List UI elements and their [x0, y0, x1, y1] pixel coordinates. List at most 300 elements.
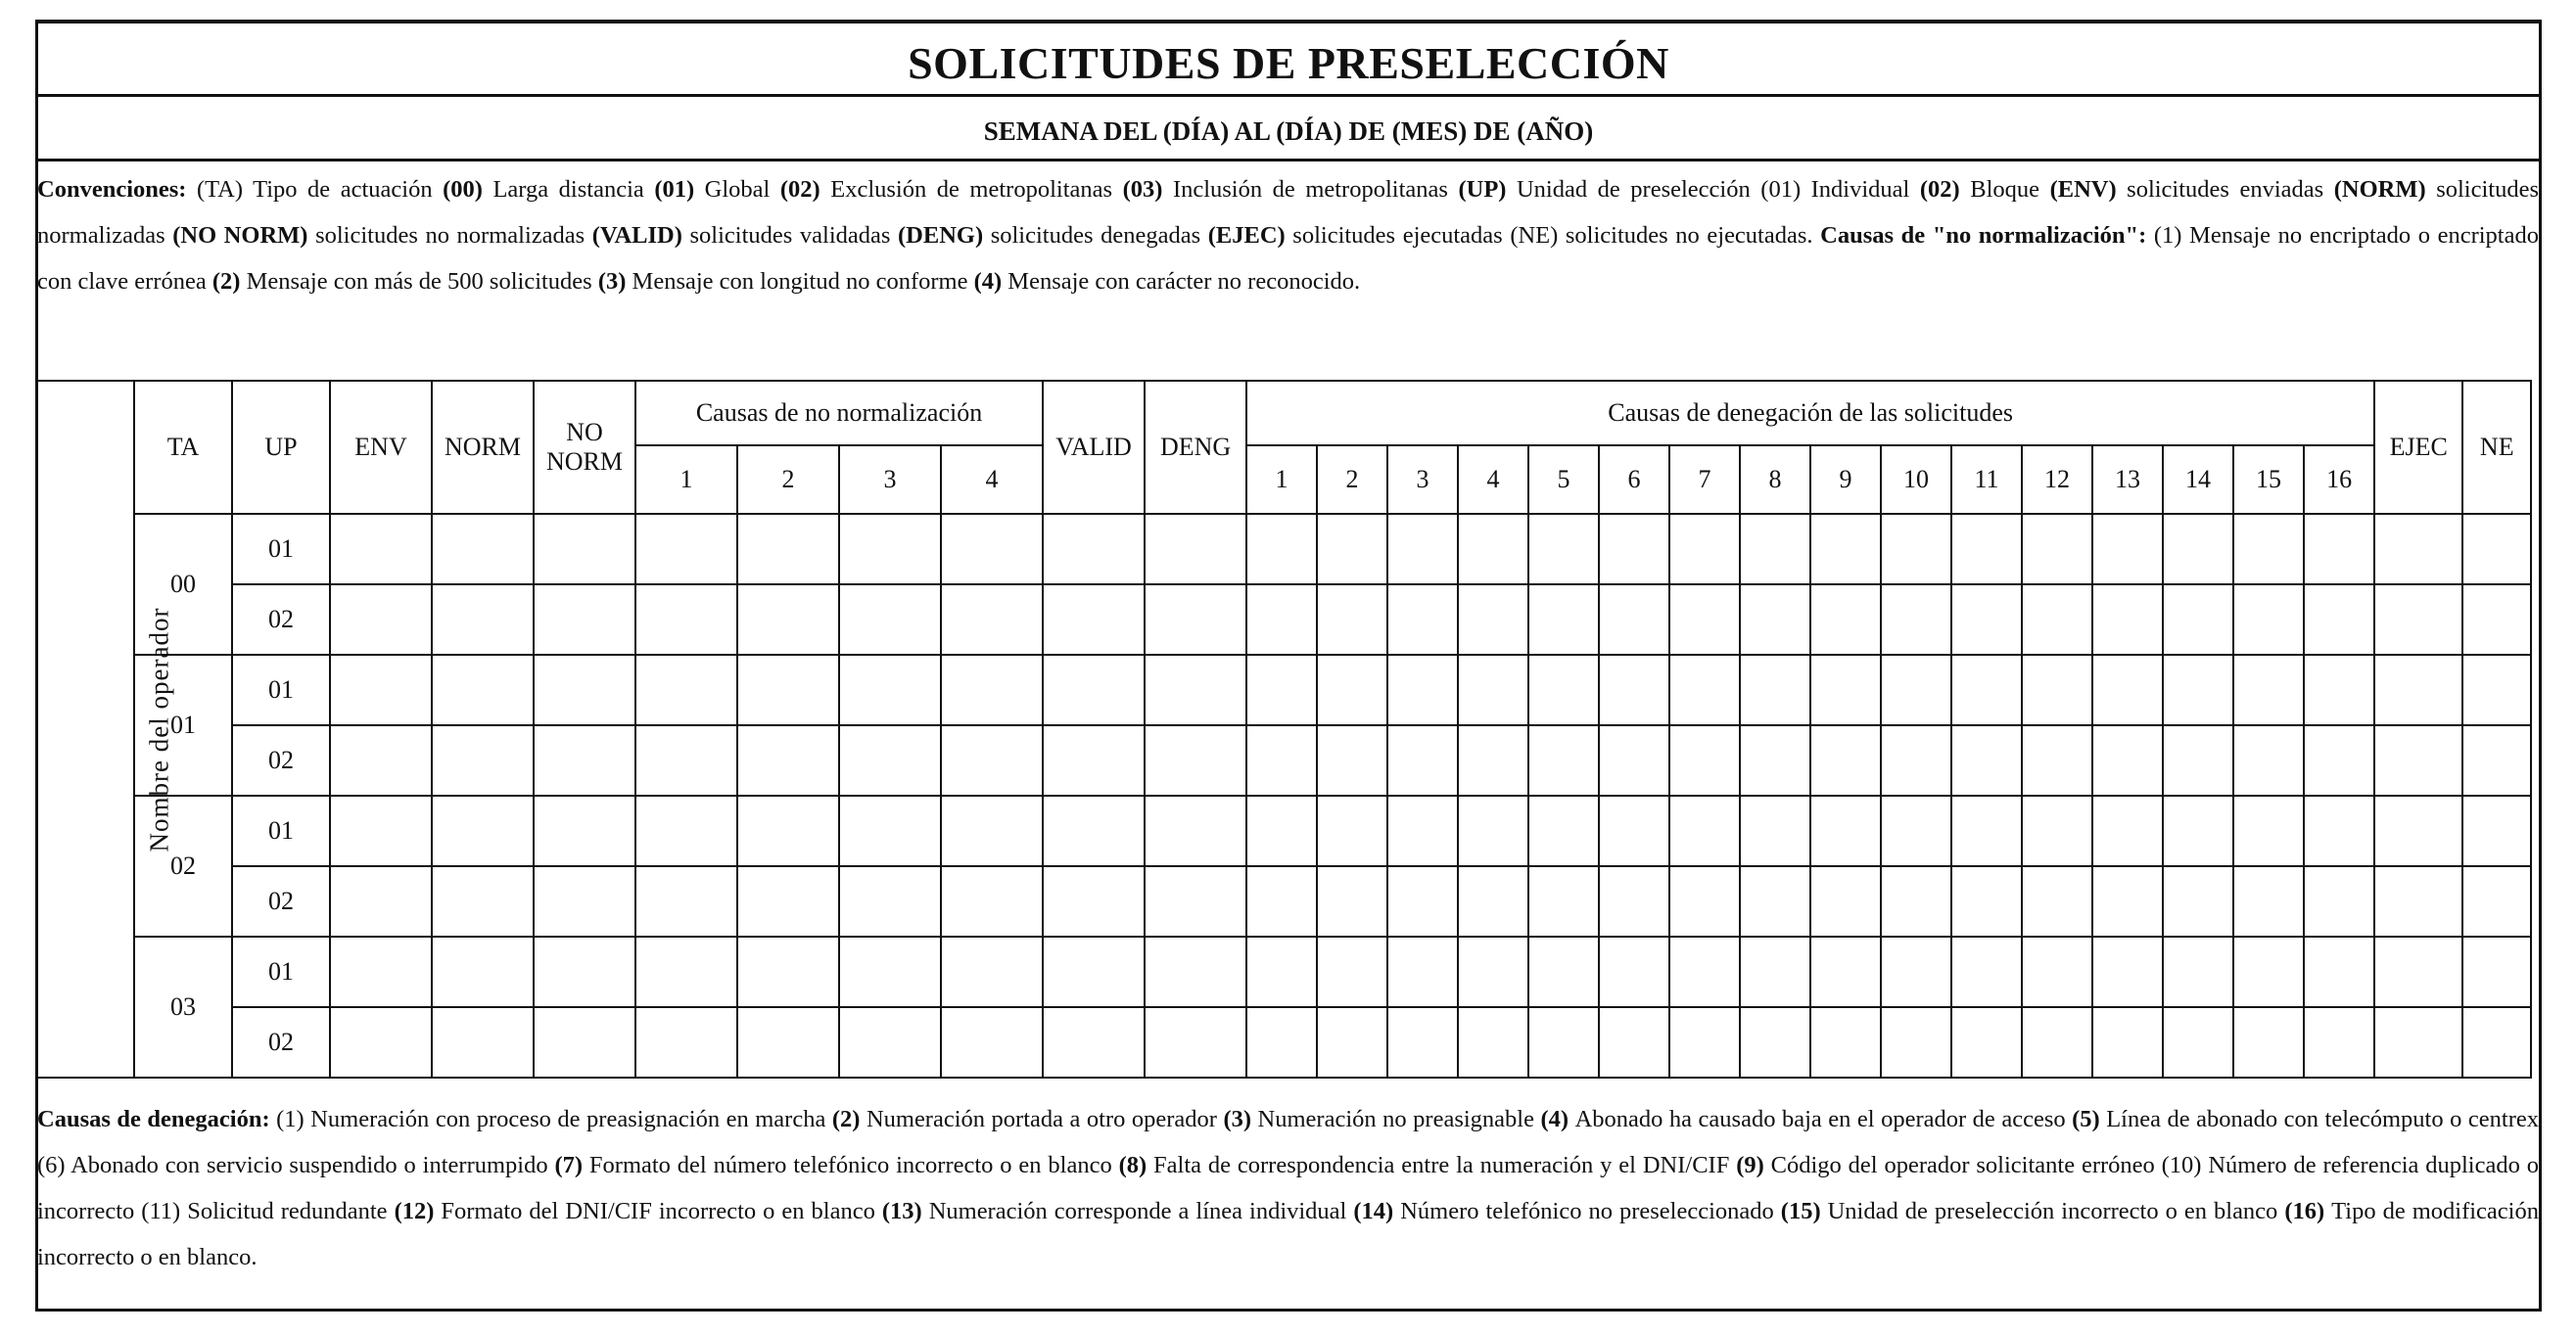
- data-entry-cell[interactable]: [941, 655, 1043, 725]
- data-entry-cell[interactable]: [2304, 937, 2374, 1007]
- data-entry-cell[interactable]: [1458, 796, 1528, 866]
- conventions-segment: (01): [654, 176, 705, 203]
- data-entry-cell[interactable]: [2163, 655, 2233, 725]
- data-entry-cell[interactable]: [534, 584, 635, 655]
- data-entry-cell[interactable]: [2092, 1007, 2163, 1078]
- data-entry-cell[interactable]: [1810, 514, 1881, 584]
- data-entry-cell[interactable]: [737, 584, 839, 655]
- data-entry-cell[interactable]: [1387, 725, 1458, 796]
- header-deneg-cause: 7: [1669, 445, 1740, 514]
- data-entry-cell[interactable]: [1810, 725, 1881, 796]
- data-entry-cell[interactable]: [1317, 866, 1387, 937]
- data-entry-cell[interactable]: [1387, 866, 1458, 937]
- denegation-segment: Código del operador solicitante erróneo (10) Número de referencia duplicado o incorrecto (11) Solicitud redundante: [37, 1152, 2539, 1224]
- data-entry-cell[interactable]: [1246, 584, 1317, 655]
- data-entry-cell[interactable]: [2374, 584, 2462, 655]
- data-entry-cell[interactable]: [330, 514, 432, 584]
- conventions-segment: Bloque: [1970, 176, 2050, 203]
- data-entry-cell[interactable]: [330, 796, 432, 866]
- data-entry-cell[interactable]: [330, 725, 432, 796]
- header-deneg-cause: 10: [1881, 445, 1951, 514]
- data-entry-cell[interactable]: [2304, 584, 2374, 655]
- data-entry-cell[interactable]: [432, 584, 534, 655]
- data-entry-cell[interactable]: [2233, 584, 2304, 655]
- data-entry-cell[interactable]: [2233, 796, 2304, 866]
- data-entry-cell[interactable]: [1740, 866, 1810, 937]
- data-entry-cell[interactable]: [635, 725, 737, 796]
- header-no-norm-cause: 4: [941, 445, 1043, 514]
- data-entry-cell[interactable]: [1669, 584, 1740, 655]
- data-entry-cell[interactable]: [1458, 584, 1528, 655]
- data-entry-cell[interactable]: [1740, 514, 1810, 584]
- data-entry-cell[interactable]: [2163, 725, 2233, 796]
- data-entry-cell[interactable]: [635, 937, 737, 1007]
- data-entry-cell[interactable]: [2462, 866, 2531, 937]
- data-entry-cell[interactable]: [432, 725, 534, 796]
- conventions-segment: (NE) solicitudes no ejecutadas.: [1510, 222, 1821, 249]
- data-entry-cell[interactable]: [2304, 514, 2374, 584]
- data-entry-cell[interactable]: [1740, 937, 1810, 1007]
- data-entry-cell[interactable]: [1246, 655, 1317, 725]
- data-entry-cell[interactable]: [941, 725, 1043, 796]
- data-entry-cell[interactable]: [941, 1007, 1043, 1078]
- data-entry-cell[interactable]: [2374, 655, 2462, 725]
- data-entry-cell[interactable]: [1669, 1007, 1740, 1078]
- denegation-segment: (4): [1540, 1106, 1575, 1132]
- data-entry-cell[interactable]: [2092, 514, 2163, 584]
- denegation-segment: Línea de abonado con telecómputo o centrex (6) Abonado con servicio suspendido o interrumpido: [37, 1106, 2539, 1178]
- data-entry-cell[interactable]: [2462, 725, 2531, 796]
- data-entry-cell[interactable]: [737, 1007, 839, 1078]
- data-entry-cell[interactable]: [1145, 796, 1246, 866]
- data-entry-cell[interactable]: [635, 796, 737, 866]
- data-entry-cell[interactable]: [1145, 655, 1246, 725]
- data-entry-cell[interactable]: [1810, 1007, 1881, 1078]
- data-entry-cell[interactable]: [1145, 1007, 1246, 1078]
- data-entry-cell[interactable]: [2022, 725, 2092, 796]
- up-code-cell: 01: [232, 796, 330, 866]
- data-entry-cell[interactable]: [1387, 655, 1458, 725]
- data-entry-cell[interactable]: [2304, 866, 2374, 937]
- data-entry-cell[interactable]: [1951, 796, 2022, 866]
- data-entry-cell[interactable]: [2462, 584, 2531, 655]
- data-entry-cell[interactable]: [1528, 584, 1599, 655]
- header-deneg-cause: 12: [2022, 445, 2092, 514]
- data-entry-cell[interactable]: [1881, 655, 1951, 725]
- data-entry-cell[interactable]: [1599, 866, 1669, 937]
- data-entry-cell[interactable]: [1951, 866, 2022, 937]
- conventions-segment: Mensaje con carácter no reconocido.: [1007, 268, 1361, 295]
- data-entry-cell[interactable]: [839, 1007, 941, 1078]
- data-entry-cell[interactable]: [2092, 584, 2163, 655]
- ta-code-cell: 03: [134, 937, 232, 1078]
- conventions-segment: (NO NORM): [172, 222, 316, 249]
- denegation-segment: Formato del número telefónico incorrecto o en blanco: [588, 1152, 1119, 1178]
- data-entry-cell[interactable]: [330, 866, 432, 937]
- conventions-segment: solicitudes denegadas: [990, 222, 1208, 249]
- data-entry-cell[interactable]: [1317, 584, 1387, 655]
- data-entry-cell[interactable]: [1810, 937, 1881, 1007]
- conventions-segment: (03): [1122, 176, 1173, 203]
- data-entry-cell[interactable]: [1246, 725, 1317, 796]
- header-deneg-cause: 15: [2233, 445, 2304, 514]
- conventions-segment: (01) Individual: [1760, 176, 1920, 203]
- data-entry-cell[interactable]: [1740, 725, 1810, 796]
- data-entry-cell[interactable]: [330, 655, 432, 725]
- data-entry-cell[interactable]: [2163, 937, 2233, 1007]
- operator-name-cell: [36, 381, 174, 1078]
- data-entry-cell[interactable]: [1669, 796, 1740, 866]
- data-entry-cell[interactable]: [1599, 584, 1669, 655]
- denegation-segment: (2): [831, 1106, 866, 1132]
- data-entry-cell[interactable]: [432, 1007, 534, 1078]
- data-entry-cell[interactable]: [1387, 584, 1458, 655]
- data-entry-cell[interactable]: [1145, 725, 1246, 796]
- data-entry-cell[interactable]: [2092, 725, 2163, 796]
- conventions-segment: Larga distancia: [492, 176, 655, 203]
- denegation-segment: (9): [1736, 1152, 1771, 1178]
- right-rule-top: [2539, 20, 2542, 1312]
- data-entry-cell[interactable]: [1317, 937, 1387, 1007]
- week-line: SEMANA DEL (DÍA) AL (DÍA) DE (MES) DE (AÑO): [983, 116, 1594, 146]
- header-no-norm-cause: 2: [737, 445, 839, 514]
- data-entry-cell[interactable]: [1043, 514, 1145, 584]
- data-entry-cell[interactable]: [2092, 796, 2163, 866]
- data-entry-cell[interactable]: [2022, 655, 2092, 725]
- data-entry-cell[interactable]: [534, 866, 635, 937]
- data-entry-cell[interactable]: [1043, 866, 1145, 937]
- data-entry-cell[interactable]: [2374, 937, 2462, 1007]
- conventions-segment: (02): [779, 176, 831, 203]
- data-entry-cell[interactable]: [1740, 584, 1810, 655]
- data-entry-cell[interactable]: [1145, 514, 1246, 584]
- data-entry-cell[interactable]: [839, 725, 941, 796]
- data-entry-cell[interactable]: [2304, 725, 2374, 796]
- conventions-segment: Unidad de preselección: [1516, 176, 1761, 203]
- data-entry-cell[interactable]: [1740, 655, 1810, 725]
- data-entry-cell[interactable]: [1387, 514, 1458, 584]
- data-entry-cell[interactable]: [1043, 725, 1145, 796]
- header-deneg-cause: 1: [1246, 445, 1317, 514]
- header-deng: DENG: [1145, 381, 1246, 514]
- data-entry-cell[interactable]: [1043, 937, 1145, 1007]
- data-entry-cell[interactable]: [1810, 866, 1881, 937]
- data-entry-cell[interactable]: [2462, 1007, 2531, 1078]
- data-entry-cell[interactable]: [1387, 796, 1458, 866]
- data-entry-cell[interactable]: [1317, 796, 1387, 866]
- data-entry-cell[interactable]: [839, 796, 941, 866]
- data-entry-cell[interactable]: [2022, 866, 2092, 937]
- header-ta: TA: [134, 381, 232, 514]
- data-entry-cell[interactable]: [2163, 796, 2233, 866]
- data-entry-cell[interactable]: [2163, 866, 2233, 937]
- data-entry-cell[interactable]: [2374, 725, 2462, 796]
- data-entry-cell[interactable]: [737, 796, 839, 866]
- header-ne: NE: [2462, 381, 2531, 514]
- data-entry-cell[interactable]: [737, 514, 839, 584]
- data-entry-cell[interactable]: [2092, 937, 2163, 1007]
- data-entry-cell[interactable]: [534, 655, 635, 725]
- conventions-segment: (EJEC): [1207, 222, 1293, 249]
- data-entry-cell[interactable]: [432, 514, 534, 584]
- data-entry-cell[interactable]: [2233, 866, 2304, 937]
- data-entry-cell[interactable]: [2374, 514, 2462, 584]
- data-entry-cell[interactable]: [534, 1007, 635, 1078]
- data-entry-cell[interactable]: [2233, 655, 2304, 725]
- data-entry-cell[interactable]: [1599, 655, 1669, 725]
- data-entry-cell[interactable]: [1528, 866, 1599, 937]
- data-entry-cell[interactable]: [1599, 514, 1669, 584]
- denegation-causes-text: [37, 1096, 2539, 1302]
- data-entry-cell[interactable]: [2022, 937, 2092, 1007]
- header-no-norm-cause: 1: [635, 445, 737, 514]
- data-entry-cell[interactable]: [2022, 796, 2092, 866]
- data-entry-cell[interactable]: [1599, 1007, 1669, 1078]
- data-entry-cell[interactable]: [1669, 655, 1740, 725]
- data-entry-cell[interactable]: [534, 937, 635, 1007]
- conventions-segment: Exclusión de metropolitanas: [830, 176, 1123, 203]
- data-entry-cell[interactable]: [1246, 937, 1317, 1007]
- data-entry-cell[interactable]: [1881, 514, 1951, 584]
- data-entry-cell[interactable]: [1528, 796, 1599, 866]
- data-entry-cell[interactable]: [330, 937, 432, 1007]
- data-entry-cell[interactable]: [534, 514, 635, 584]
- header-no-norm: [534, 381, 635, 514]
- data-entry-cell[interactable]: [1528, 937, 1599, 1007]
- data-entry-cell[interactable]: [839, 655, 941, 725]
- table-row: [36, 584, 2531, 655]
- data-entry-cell[interactable]: [635, 514, 737, 584]
- denegation-segment: (7): [554, 1152, 589, 1178]
- data-entry-cell[interactable]: [1669, 514, 1740, 584]
- data-entry-cell[interactable]: [1881, 796, 1951, 866]
- conventions-segment: solicitudes validadas: [689, 222, 899, 249]
- data-entry-cell[interactable]: [1317, 725, 1387, 796]
- data-entry-cell[interactable]: [2374, 1007, 2462, 1078]
- data-entry-cell[interactable]: [1881, 937, 1951, 1007]
- data-entry-cell[interactable]: [2374, 796, 2462, 866]
- data-entry-cell[interactable]: [2022, 584, 2092, 655]
- conventions-segment: Causas de "no normalización":: [1820, 222, 2154, 249]
- table-row: [36, 866, 2531, 937]
- data-entry-cell[interactable]: [1387, 1007, 1458, 1078]
- conventions-segment: Mensaje con longitud no conforme: [632, 268, 974, 295]
- data-entry-cell[interactable]: [1246, 796, 1317, 866]
- data-entry-cell[interactable]: [1246, 866, 1317, 937]
- header-valid: VALID: [1043, 381, 1145, 514]
- data-entry-cell[interactable]: [2233, 937, 2304, 1007]
- header-norm: NORM: [432, 381, 534, 514]
- conventions-segment: (UP): [1458, 176, 1517, 203]
- denegation-segment: (8): [1118, 1152, 1154, 1178]
- conventions-segment: Convenciones:: [37, 176, 197, 203]
- data-entry-cell[interactable]: [2233, 1007, 2304, 1078]
- data-entry-cell[interactable]: [1043, 584, 1145, 655]
- header-deneg-cause: 5: [1528, 445, 1599, 514]
- data-entry-cell[interactable]: [2233, 725, 2304, 796]
- data-entry-cell[interactable]: [1145, 937, 1246, 1007]
- data-entry-cell[interactable]: [1528, 655, 1599, 725]
- data-entry-cell[interactable]: [1951, 514, 2022, 584]
- up-code-cell: 01: [232, 937, 330, 1007]
- data-entry-cell[interactable]: [635, 866, 737, 937]
- denegation-segment: Unidad de preselección incorrecto o en blanco: [1827, 1198, 2285, 1224]
- denegation-segment: Número telefónico no preseleccionado: [1400, 1198, 1781, 1224]
- data-entry-cell[interactable]: [941, 514, 1043, 584]
- data-entry-cell[interactable]: [1951, 937, 2022, 1007]
- data-entry-cell[interactable]: [432, 655, 534, 725]
- data-entry-cell[interactable]: [1458, 655, 1528, 725]
- header-causas-denegacion: Causas de denegación de las solicitudes: [1246, 381, 2374, 445]
- data-entry-cell[interactable]: [1740, 1007, 1810, 1078]
- data-entry-cell[interactable]: [635, 1007, 737, 1078]
- data-entry-cell[interactable]: [2374, 866, 2462, 937]
- conventions-segment: (TA) Tipo de actuación: [196, 176, 444, 203]
- header-deneg-cause: 6: [1599, 445, 1669, 514]
- data-entry-cell[interactable]: [432, 937, 534, 1007]
- data-entry-cell[interactable]: [2304, 796, 2374, 866]
- conventions-segment: solicitudes ejecutadas: [1292, 222, 1511, 249]
- conventions-segment: (DENG): [898, 222, 991, 249]
- denegation-segment: Causas de denegación:: [37, 1106, 277, 1132]
- data-entry-cell[interactable]: [2163, 584, 2233, 655]
- data-entry-cell[interactable]: [1043, 1007, 1145, 1078]
- data-entry-cell[interactable]: [534, 725, 635, 796]
- data-entry-cell[interactable]: [1669, 937, 1740, 1007]
- data-entry-cell[interactable]: [839, 866, 941, 937]
- data-entry-cell[interactable]: [1246, 514, 1317, 584]
- data-entry-cell[interactable]: [2462, 514, 2531, 584]
- data-entry-cell[interactable]: [1951, 655, 2022, 725]
- data-entry-cell[interactable]: [2092, 655, 2163, 725]
- data-entry-cell[interactable]: [1458, 937, 1528, 1007]
- data-entry-cell[interactable]: [635, 655, 737, 725]
- data-entry-cell[interactable]: [839, 584, 941, 655]
- data-entry-cell[interactable]: [737, 866, 839, 937]
- data-entry-cell[interactable]: [1317, 655, 1387, 725]
- data-entry-cell[interactable]: [1043, 796, 1145, 866]
- data-entry-cell[interactable]: [1951, 1007, 2022, 1078]
- data-entry-cell[interactable]: [1528, 514, 1599, 584]
- data-entry-cell[interactable]: [941, 937, 1043, 1007]
- data-entry-cell[interactable]: [432, 796, 534, 866]
- data-entry-cell[interactable]: [2462, 796, 2531, 866]
- conventions-segment: (ENV): [2049, 176, 2128, 203]
- ta-code-cell: 00: [134, 514, 232, 655]
- data-entry-cell[interactable]: [1317, 1007, 1387, 1078]
- denegation-segment: (12): [394, 1198, 442, 1224]
- data-entry-cell[interactable]: [1528, 725, 1599, 796]
- data-entry-cell[interactable]: [330, 584, 432, 655]
- table-row: [36, 655, 2531, 725]
- data-entry-cell[interactable]: [1810, 584, 1881, 655]
- denegation-segment: (1) Numeración con proceso de preasignación en marcha: [276, 1106, 832, 1132]
- data-entry-cell[interactable]: [635, 584, 737, 655]
- conventions-segment: (1) Mensaje no encriptado o encriptado con clave errónea: [37, 222, 2539, 295]
- data-entry-cell[interactable]: [1599, 796, 1669, 866]
- data-entry-cell[interactable]: [737, 655, 839, 725]
- data-entry-cell[interactable]: [1669, 866, 1740, 937]
- data-entry-cell[interactable]: [1810, 655, 1881, 725]
- data-entry-cell[interactable]: [2233, 514, 2304, 584]
- denegation-segment: Falta de correspondencia entre la numeración y el DNI/CIF: [1153, 1152, 1737, 1178]
- data-entry-cell[interactable]: [1458, 514, 1528, 584]
- data-entry-cell[interactable]: [1951, 584, 2022, 655]
- conventions-segment: (VALID): [591, 222, 690, 249]
- data-entry-cell[interactable]: [1599, 937, 1669, 1007]
- data-entry-cell[interactable]: [1599, 725, 1669, 796]
- data-entry-cell[interactable]: [330, 1007, 432, 1078]
- data-entry-cell[interactable]: [2163, 514, 2233, 584]
- header-no-norm-cause: 3: [839, 445, 941, 514]
- data-entry-cell[interactable]: [737, 725, 839, 796]
- denegation-segment: (3): [1223, 1106, 1258, 1132]
- data-entry-cell[interactable]: [1881, 584, 1951, 655]
- data-entry-cell[interactable]: [1951, 725, 2022, 796]
- data-entry-cell[interactable]: [2092, 866, 2163, 937]
- data-entry-cell[interactable]: [2022, 1007, 2092, 1078]
- denegation-segment: Formato del DNI/CIF incorrecto o en blanco: [441, 1198, 882, 1224]
- data-entry-cell[interactable]: [1458, 1007, 1528, 1078]
- conventions-segment: solicitudes enviadas: [2127, 176, 2334, 203]
- data-entry-cell[interactable]: [1669, 725, 1740, 796]
- data-entry-cell[interactable]: [737, 937, 839, 1007]
- data-entry-cell[interactable]: [1528, 1007, 1599, 1078]
- table-row: [36, 937, 2531, 1007]
- data-entry-cell[interactable]: [2462, 937, 2531, 1007]
- table-row: [36, 796, 2531, 866]
- data-entry-cell[interactable]: [941, 584, 1043, 655]
- data-entry-cell[interactable]: [1387, 937, 1458, 1007]
- data-entry-cell[interactable]: [1145, 866, 1246, 937]
- data-entry-cell[interactable]: [2163, 1007, 2233, 1078]
- header-deneg-cause: 3: [1387, 445, 1458, 514]
- data-entry-cell[interactable]: [534, 796, 635, 866]
- data-entry-cell[interactable]: [1317, 514, 1387, 584]
- data-entry-cell[interactable]: [941, 866, 1043, 937]
- header-deneg-cause: 4: [1458, 445, 1528, 514]
- data-entry-cell[interactable]: [1458, 725, 1528, 796]
- data-entry-cell[interactable]: [1458, 866, 1528, 937]
- data-entry-cell[interactable]: [1145, 584, 1246, 655]
- data-entry-cell[interactable]: [941, 796, 1043, 866]
- data-entry-cell[interactable]: [2022, 514, 2092, 584]
- data-entry-cell[interactable]: [1246, 1007, 1317, 1078]
- data-entry-cell[interactable]: [1881, 725, 1951, 796]
- denegation-segment: Abonado ha causado baja en el operador de acceso: [1574, 1106, 2073, 1132]
- conventions-segment: solicitudes no normalizadas: [315, 222, 592, 249]
- data-entry-cell[interactable]: [1881, 866, 1951, 937]
- data-entry-cell[interactable]: [2304, 1007, 2374, 1078]
- data-entry-cell[interactable]: [1881, 1007, 1951, 1078]
- up-code-cell: 02: [232, 725, 330, 796]
- conventions-segment: (02): [1919, 176, 1971, 203]
- data-entry-cell[interactable]: [2304, 655, 2374, 725]
- data-entry-cell[interactable]: [1740, 796, 1810, 866]
- denegation-segment: Numeración corresponde a línea individual: [928, 1198, 1354, 1224]
- data-entry-cell[interactable]: [432, 866, 534, 937]
- header-ejec: EJEC: [2374, 381, 2462, 514]
- data-entry-cell[interactable]: [2462, 655, 2531, 725]
- form-title: SOLICITUDES DE PRESELECCIÓN: [908, 38, 1669, 88]
- denegation-segment: (13): [881, 1198, 929, 1224]
- data-entry-cell[interactable]: [1810, 796, 1881, 866]
- header-no-norm-line2: NORM: [545, 447, 623, 476]
- data-entry-cell[interactable]: [839, 937, 941, 1007]
- data-entry-cell[interactable]: [1043, 655, 1145, 725]
- data-entry-cell[interactable]: [839, 514, 941, 584]
- header-row-1: [36, 381, 2531, 445]
